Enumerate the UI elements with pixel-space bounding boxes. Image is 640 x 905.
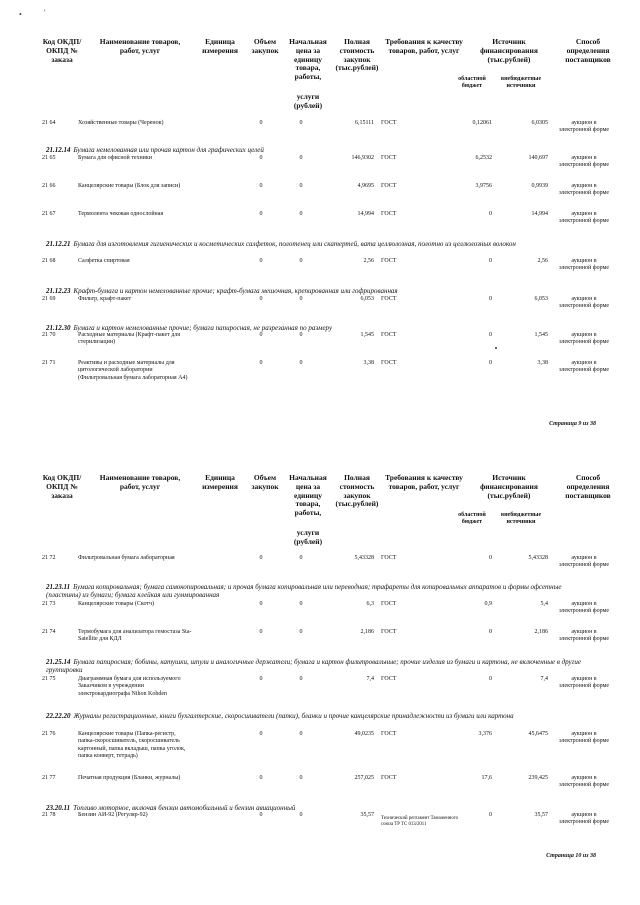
row-code: 21 73 (42, 601, 56, 607)
row-requirements: ГОСТ (381, 555, 397, 561)
row-name: Канцелярские товары (Блок для записи) (78, 183, 181, 189)
section-title: Бумага копировальная; бумага самокопировальная; и прочая бумага копировальная или переводная; трафареты для копировальных аппаратов и формы офсетные (пластины) из бумаги; бумага клейкая или гуммированная (46, 583, 562, 600)
row-requirements: ГОСТ (381, 731, 397, 737)
row-extrabudget: 2,56 (537, 258, 548, 264)
row-cost: 49,0235 (354, 731, 374, 737)
row-extrabudget: 5,4 (540, 601, 548, 607)
row-name: Бумага для офисной техники (78, 155, 153, 161)
row-name: Печатная продукция (Бланки, журналы) (78, 775, 181, 781)
section-code: 23.20.11 (46, 804, 71, 812)
row-extrabudget: 239,425 (528, 775, 548, 781)
row-unit: 0 (259, 812, 263, 818)
col-header-price: Начальная цена за единицу товара, работы, (289, 473, 327, 518)
row-name: Хозяйственные товары (Черенок) (78, 120, 164, 126)
row-requirements: ГОСТ (381, 296, 397, 302)
col-header-method: Способ определения поставщиков (565, 37, 611, 64)
row-volume: 0 (299, 183, 303, 189)
col-header-extrabudget: внебюджетные источники (500, 512, 542, 525)
row-name: Реактивы и расходные материалы для цитологической лаборатории (Фильтровальная бумага лабораторная А4) (78, 360, 188, 381)
row-code: 21 65 (42, 155, 56, 161)
row-unit: 0 (259, 629, 263, 635)
col-header-name: Наименование товаров, работ, услуг (99, 37, 181, 55)
row-name: Салфетка спиртовая (78, 258, 130, 264)
row-code: 21 70 (42, 332, 56, 338)
row-name: Термобумага для анализатора гемостаза Sta-Satellite для КДЛ (78, 629, 192, 643)
row-requirements: Технический регламент Таможенного союза ТР ТС 013/2011 (381, 816, 459, 827)
row-method: аукцион в электронной форме (558, 183, 610, 197)
row-volume: 0 (299, 601, 303, 607)
col-header-regional: областной бюджет (458, 76, 486, 89)
row-cost: 35,57 (360, 812, 374, 818)
row-extrabudget: 14,994 (531, 211, 548, 217)
col-header-method: Способ определения поставщиков (565, 473, 611, 500)
row-code: 21 74 (42, 629, 56, 635)
row-volume: 0 (299, 360, 303, 366)
row-unit: 0 (259, 555, 263, 561)
row-unit: 0 (259, 183, 263, 189)
row-requirements: ГОСТ (381, 183, 397, 189)
row-method: аукцион в электронной форме (558, 555, 610, 569)
row-cost: 2,56 (363, 258, 374, 264)
col-header-source: Источник финансирования (тыс.рублей) (480, 473, 538, 500)
row-volume: 0 (299, 296, 303, 302)
row-extrabudget: 6,0305 (531, 120, 548, 126)
row-unit: 0 (259, 676, 263, 682)
col-header-volume: Объем закупок (251, 473, 279, 491)
row-method: аукцион в электронной форме (558, 629, 610, 643)
row-code: 21 67 (42, 211, 56, 217)
row-unit: 0 (259, 155, 263, 161)
row-code: 21 68 (42, 258, 56, 264)
row-regional: 0 (489, 676, 492, 682)
section-code: 22.22.20 (46, 712, 71, 720)
row-regional: 0 (489, 258, 492, 264)
row-regional: 17,6 (481, 775, 492, 781)
row-requirements: ГОСТ (381, 211, 397, 217)
row-code: 21 66 (42, 183, 56, 189)
row-requirements: ГОСТ (381, 332, 397, 338)
corner-mark-dot: • (19, 10, 22, 19)
row-regional: 3,9756 (475, 183, 492, 189)
row-regional: 0 (489, 332, 492, 338)
row-code: 21 71 (42, 360, 56, 366)
row-cost: 2,186 (360, 629, 374, 635)
row-requirements: ГОСТ (381, 775, 397, 781)
row-cost: 1,545 (360, 332, 374, 338)
row-cost: 6,3 (366, 601, 374, 607)
row-method: аукцион в электронной форме (558, 812, 610, 826)
row-volume: 0 (299, 155, 303, 161)
row-code: 21 76 (42, 731, 56, 737)
col-header-code: Код ОКДП/ ОКПД № заказа (42, 473, 82, 500)
section-title: Бумага для изготовления гигиенических и косметических салфеток, полотенец или скатертей, вата целлюлозная, полотно из целлюлозных волокон (73, 240, 516, 248)
row-cost: 6,053 (360, 296, 374, 302)
row-unit: 0 (259, 731, 263, 737)
row-cost: 5,43328 (354, 555, 374, 561)
col-header-requirements: Требования к качеству товаров, работ, услуг (385, 473, 463, 491)
row-regional: 0,9 (484, 601, 492, 607)
row-requirements: ГОСТ (381, 120, 397, 126)
row-method: аукцион в электронной форме (558, 676, 610, 690)
row-requirements: ГОСТ (381, 360, 397, 366)
row-method: аукцион в электронной форме (558, 296, 610, 310)
row-regional: 0 (489, 211, 492, 217)
row-volume: 0 (299, 555, 303, 561)
row-regional: 0 (489, 812, 492, 818)
row-name: Фильтровальная бумага лабораторная (78, 555, 175, 561)
row-regional: 6,2532 (475, 155, 492, 161)
row-code: 21 69 (42, 296, 56, 302)
row-volume: 0 (299, 731, 303, 737)
section-code: 21.12.30 (46, 324, 71, 332)
row-requirements: ГОСТ (381, 629, 397, 635)
row-regional: 0 (489, 360, 492, 366)
row-cost: 7,4 (366, 676, 374, 682)
row-method: аукцион в электронной форме (558, 258, 610, 272)
row-code: 21 78 (42, 812, 56, 818)
col-header-source: Источник финансирования (тыс.рублей) (480, 37, 538, 64)
col-header-regional: областной бюджет (458, 512, 486, 525)
row-name: Диаграммная бумага для используемого Заказчиком в учреждении электрокардиографа Nihon Kohden (78, 676, 181, 697)
row-code: 21 75 (42, 676, 56, 682)
row-extrabudget: 5,43328 (528, 555, 548, 561)
row-name: Канцелярские товары (Скотч) (78, 601, 155, 607)
section-title: Бумага и картон немелованные прочие; бумага папиросная, не разрезанная по размеру (73, 324, 333, 332)
row-unit: 0 (259, 258, 263, 264)
row-name: Бензин АИ-92 (Регуляр-92) (78, 812, 148, 818)
row-cost: 146,9302 (351, 155, 374, 161)
row-requirements: ГОСТ (381, 155, 397, 161)
row-method: аукцион в электронной форме (558, 360, 610, 374)
row-unit: 0 (259, 120, 263, 126)
row-code: 21 72 (42, 555, 56, 561)
row-requirements: ГОСТ (381, 601, 397, 607)
row-unit: 0 (259, 775, 263, 781)
row-method: аукцион в электронной форме (558, 601, 610, 615)
row-regional: 0 (489, 629, 492, 635)
row-regional: 0,12061 (472, 120, 492, 126)
row-regional: 3,376 (478, 731, 492, 737)
row-cost: 14,994 (357, 211, 374, 217)
section-heading (46, 658, 591, 674)
row-extrabudget: 7,4 (540, 676, 548, 682)
row-cost: 257,025 (354, 775, 374, 781)
row-extrabudget: 3,38 (537, 360, 548, 366)
row-volume: 0 (299, 812, 303, 818)
section-heading (46, 583, 591, 599)
row-volume: 0 (299, 120, 303, 126)
col-header-price-unit: услуги (рублей) (293, 92, 323, 110)
page-footer: Страница 10 из 38 (546, 853, 596, 859)
row-extrabudget: 140,697 (528, 155, 548, 161)
row-code: 21 64 (42, 120, 56, 126)
section-heading (46, 804, 591, 812)
row-extrabudget: 45,6475 (528, 731, 548, 737)
page-footer: Страница 9 из 38 (549, 421, 596, 427)
row-unit: 0 (259, 360, 263, 366)
row-unit: 0 (259, 296, 263, 302)
row-name: Канцелярские товары (Папка-регистр, папка-скоросшиватель, скоросшиватель картонный, папка вкладыш, папка уголок, папка конверт, тетрадь) (78, 731, 186, 759)
col-header-unit: Единица измерения (202, 473, 238, 491)
row-volume: 0 (299, 332, 303, 338)
row-cost: 3,38 (363, 360, 374, 366)
row-regional: 0 (489, 555, 492, 561)
col-header-price-unit: услуги (рублей) (293, 528, 323, 546)
row-volume: 0 (299, 775, 303, 781)
row-volume: 0 (299, 676, 303, 682)
section-title: Крафт-бумага и картон немелованные прочие; крафт-бумага мешочная, крепированная или гофрированная (73, 287, 398, 295)
row-name: Фильтр, крафт-пакет (78, 296, 132, 302)
row-method: аукцион в электронной форме (558, 731, 610, 745)
section-title: Журналы регистрационные, книги бухгалтерские, скоросшиватели (папки), бланки и прочие канцелярские принадлежности из бумаги или картона (73, 712, 514, 720)
row-extrabudget: 1,545 (534, 332, 548, 338)
row-name: Термолента чековая однослойная (78, 211, 164, 217)
section-title: Бумага папиросная; бобины, катушки, шпули и аналогичные держатели; бумага и картон фильтровальные; прочие изделия из бумаги и картона, не включенные в другие группировки (46, 658, 581, 675)
row-extrabudget: 6,053 (534, 296, 548, 302)
section-code: 21.12.21 (46, 240, 71, 248)
row-code: 21 77 (42, 775, 56, 781)
section-heading (46, 712, 591, 720)
col-header-unit: Единица измерения (202, 37, 238, 55)
row-extrabudget: 2,186 (534, 629, 548, 635)
section-code: 21.12.23 (46, 287, 71, 295)
corner-mark-tick: ' (44, 8, 46, 17)
section-title: Бумага немелованная или прочая картон для графических целей (73, 146, 264, 154)
row-name: Расходные материалы (Крафт-пакет для стерилизации) (78, 332, 181, 346)
col-header-name: Наименование товаров, работ, услуг (99, 473, 181, 491)
col-header-price: Начальная цена за единицу товара, работы, (289, 37, 327, 82)
col-header-volume: Объем закупок (251, 37, 279, 55)
row-cost: 4,9695 (357, 183, 374, 189)
col-header-cost: Полная стоимость закупок (тыс.рублей) (335, 473, 379, 509)
row-unit: 0 (259, 601, 263, 607)
col-header-extrabudget: внебюджетные источники (500, 76, 542, 89)
row-method: аукцион в электронной форме (558, 332, 610, 346)
row-volume: 0 (299, 258, 303, 264)
row-extrabudget: 0,9939 (531, 183, 548, 189)
row-method: аукцион в электронной форме (558, 120, 610, 134)
section-code: 21.23.11 (46, 583, 71, 591)
row-volume: 0 (299, 211, 303, 217)
row-extrabudget: 35,57 (534, 812, 548, 818)
col-header-requirements: Требования к качеству товаров, работ, услуг (385, 37, 463, 55)
col-header-code: Код ОКДП/ ОКПД № заказа (42, 37, 82, 64)
row-volume: 0 (299, 629, 303, 635)
row-method: аукцион в электронной форме (558, 211, 610, 225)
row-unit: 0 (259, 332, 263, 338)
section-code: 21.25.14 (46, 658, 71, 666)
col-header-cost: Полная стоимость закупок (тыс.рублей) (335, 37, 379, 73)
section-title: Топливо моторное, включая бензин автомобильный и бензин авиационный (73, 804, 296, 812)
row-cost: 6,15111 (354, 120, 374, 126)
row-regional: 0 (489, 296, 492, 302)
row-method: аукцион в электронной форме (558, 775, 610, 789)
row-method: аукцион в электронной форме (558, 155, 610, 169)
row-requirements: ГОСТ (381, 258, 397, 264)
row-requirements: ГОСТ (381, 676, 397, 682)
row-unit: 0 (259, 211, 263, 217)
section-code: 21.12.14 (46, 146, 71, 154)
